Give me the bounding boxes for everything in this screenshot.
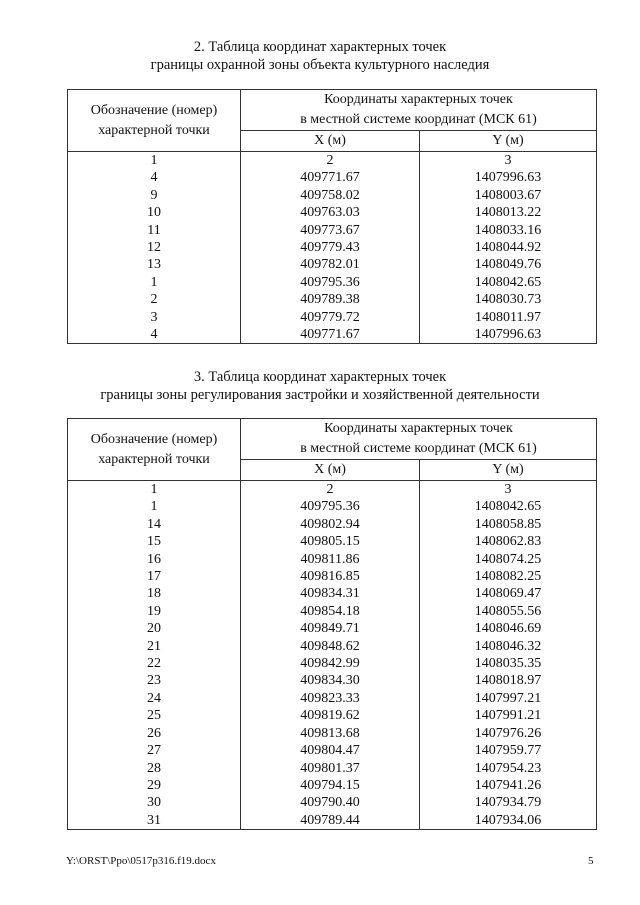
x-coordinate-cell: 409790.40 bbox=[241, 794, 420, 811]
point-number-cell: 13 bbox=[68, 256, 241, 273]
x-coordinate-cell: 409848.62 bbox=[241, 638, 420, 655]
coord-header bbox=[241, 90, 597, 131]
table-row bbox=[68, 187, 597, 204]
table-row bbox=[68, 742, 597, 759]
x-coordinate-cell: 409779.72 bbox=[241, 309, 420, 326]
table-row bbox=[68, 725, 597, 742]
x-coordinate-cell: 409811.86 bbox=[241, 551, 420, 568]
x-coordinate-cell: 409795.36 bbox=[241, 274, 420, 291]
point-number-cell: 28 bbox=[68, 760, 241, 777]
point-number-cell: 16 bbox=[68, 551, 241, 568]
y-coordinate-cell: 1408013.22 bbox=[420, 204, 597, 221]
point-number-cell: 30 bbox=[68, 794, 241, 811]
y-header: Y (м) bbox=[420, 131, 597, 152]
y-coordinate-cell: 1407996.63 bbox=[420, 326, 597, 344]
y-coordinate-cell: 1408074.25 bbox=[420, 551, 597, 568]
x-coordinate-cell: 409779.43 bbox=[241, 239, 420, 256]
col1-header-line1: Обозначение (номер) bbox=[90, 102, 218, 118]
point-number-cell: 27 bbox=[68, 742, 241, 759]
table2-title-line1: 2. Таблица координат характерных точек bbox=[193, 39, 447, 55]
table3 bbox=[67, 418, 597, 830]
y-coordinate-cell: 1407934.79 bbox=[420, 794, 597, 811]
point-number-cell: 18 bbox=[68, 585, 241, 602]
y-coordinate-cell: 1408069.47 bbox=[420, 585, 597, 602]
point-number-cell: 19 bbox=[68, 603, 241, 620]
table-row bbox=[68, 585, 597, 602]
point-number-cell: 21 bbox=[68, 638, 241, 655]
column-index-cell: 2 bbox=[241, 152, 420, 170]
y-coordinate-cell: 1408055.56 bbox=[420, 603, 597, 620]
point-number-cell: 22 bbox=[68, 655, 241, 672]
x-coordinate-cell: 409771.67 bbox=[241, 326, 420, 344]
y-coordinate-cell: 1407954.23 bbox=[420, 760, 597, 777]
point-number-cell: 29 bbox=[68, 777, 241, 794]
table-row bbox=[68, 638, 597, 655]
x-coordinate-cell: 409805.15 bbox=[241, 533, 420, 550]
x-coordinate-cell: 409795.36 bbox=[241, 498, 420, 515]
column-index-row bbox=[68, 152, 597, 170]
table-row bbox=[68, 568, 597, 585]
coord-header-line2: в местной системе координат (МСК 61) bbox=[300, 112, 537, 127]
y-coordinate-cell: 1408030.73 bbox=[420, 291, 597, 308]
x-coordinate-cell: 409834.30 bbox=[241, 672, 420, 689]
table2-body bbox=[68, 152, 597, 344]
y-coordinate-cell: 1407941.26 bbox=[420, 777, 597, 794]
x-coordinate-cell: 409816.85 bbox=[241, 568, 420, 585]
table3-title-line1: 3. Таблица координат характерных точек bbox=[193, 369, 447, 385]
y-coordinate-cell: 1408035.35 bbox=[420, 655, 597, 672]
table-row bbox=[68, 707, 597, 724]
x-coordinate-cell: 409802.94 bbox=[241, 516, 420, 533]
y-coordinate-cell: 1407997.21 bbox=[420, 690, 597, 707]
table3-title bbox=[0, 368, 640, 404]
point-number-cell: 31 bbox=[68, 812, 241, 830]
point-number-cell: 15 bbox=[68, 533, 241, 550]
column-index-row bbox=[68, 481, 597, 499]
point-number-cell: 12 bbox=[68, 239, 241, 256]
table2-title-line2: границы охранной зоны объекта культурного наследия bbox=[150, 57, 490, 73]
table-row bbox=[68, 204, 597, 221]
y-coordinate-cell: 1408046.69 bbox=[420, 620, 597, 637]
x-coordinate-cell: 409849.71 bbox=[241, 620, 420, 637]
table2-title bbox=[0, 38, 640, 74]
x-coordinate-cell: 409842.99 bbox=[241, 655, 420, 672]
col1-header-line2: характерной точки bbox=[98, 122, 210, 138]
y-coordinate-cell: 1408062.83 bbox=[420, 533, 597, 550]
col1-header bbox=[68, 90, 241, 152]
x-coordinate-cell: 409789.44 bbox=[241, 812, 420, 830]
col1-header-line1: Обозначение (номер) bbox=[90, 431, 218, 447]
table-row bbox=[68, 291, 597, 308]
x-coordinate-cell: 409763.03 bbox=[241, 204, 420, 221]
table-row bbox=[68, 794, 597, 811]
col1-header bbox=[68, 419, 241, 481]
point-number-cell: 3 bbox=[68, 309, 241, 326]
coord-header-line1: Координаты характерных точек bbox=[324, 421, 513, 436]
x-coordinate-cell: 409758.02 bbox=[241, 187, 420, 204]
point-number-cell: 24 bbox=[68, 690, 241, 707]
point-number-cell: 4 bbox=[68, 169, 241, 186]
table3-title-line2: границы зоны регулирования застройки и хозяйственной деятельности bbox=[100, 387, 540, 403]
x-coordinate-cell: 409794.15 bbox=[241, 777, 420, 794]
x-header: X (м) bbox=[241, 131, 420, 152]
page-number: 5 bbox=[588, 855, 594, 867]
table2 bbox=[67, 89, 597, 344]
table-row bbox=[68, 498, 597, 515]
point-number-cell: 17 bbox=[68, 568, 241, 585]
column-index-cell: 1 bbox=[68, 481, 241, 499]
footer-file-path: Y:\ORST\Ppo\0517p316.f19.docx bbox=[66, 855, 216, 867]
y-coordinate-cell: 1408011.97 bbox=[420, 309, 597, 326]
table-row bbox=[68, 169, 597, 186]
point-number-cell: 10 bbox=[68, 204, 241, 221]
table-row bbox=[68, 326, 597, 344]
column-index-cell: 3 bbox=[420, 152, 597, 170]
column-index-cell: 1 bbox=[68, 152, 241, 170]
coord-header-line2: в местной системе координат (МСК 61) bbox=[300, 441, 537, 456]
table-row bbox=[68, 309, 597, 326]
col1-header-line2: характерной точки bbox=[98, 451, 210, 467]
x-coordinate-cell: 409771.67 bbox=[241, 169, 420, 186]
table-row bbox=[68, 222, 597, 239]
table-row bbox=[68, 551, 597, 568]
x-coordinate-cell: 409823.33 bbox=[241, 690, 420, 707]
y-coordinate-cell: 1408042.65 bbox=[420, 498, 597, 515]
y-coordinate-cell: 1408046.32 bbox=[420, 638, 597, 655]
x-coordinate-cell: 409804.47 bbox=[241, 742, 420, 759]
point-number-cell: 14 bbox=[68, 516, 241, 533]
table-row bbox=[68, 239, 597, 256]
column-index-cell: 3 bbox=[420, 481, 597, 499]
x-header: X (м) bbox=[241, 460, 420, 481]
x-coordinate-cell: 409789.38 bbox=[241, 291, 420, 308]
y-coordinate-cell: 1408018.97 bbox=[420, 672, 597, 689]
point-number-cell: 9 bbox=[68, 187, 241, 204]
table-row bbox=[68, 603, 597, 620]
table-row bbox=[68, 516, 597, 533]
table-row bbox=[68, 777, 597, 794]
point-number-cell: 1 bbox=[68, 274, 241, 291]
table-row bbox=[68, 274, 597, 291]
x-coordinate-cell: 409782.01 bbox=[241, 256, 420, 273]
y-header: Y (м) bbox=[420, 460, 597, 481]
point-number-cell: 11 bbox=[68, 222, 241, 239]
point-number-cell: 1 bbox=[68, 498, 241, 515]
x-coordinate-cell: 409813.68 bbox=[241, 725, 420, 742]
y-coordinate-cell: 1408033.16 bbox=[420, 222, 597, 239]
point-number-cell: 2 bbox=[68, 291, 241, 308]
y-coordinate-cell: 1407991.21 bbox=[420, 707, 597, 724]
column-index-cell: 2 bbox=[241, 481, 420, 499]
y-coordinate-cell: 1407959.77 bbox=[420, 742, 597, 759]
y-coordinate-cell: 1407976.26 bbox=[420, 725, 597, 742]
y-coordinate-cell: 1408042.65 bbox=[420, 274, 597, 291]
x-coordinate-cell: 409819.62 bbox=[241, 707, 420, 724]
point-number-cell: 23 bbox=[68, 672, 241, 689]
y-coordinate-cell: 1408003.67 bbox=[420, 187, 597, 204]
x-coordinate-cell: 409854.18 bbox=[241, 603, 420, 620]
x-coordinate-cell: 409801.37 bbox=[241, 760, 420, 777]
table-row bbox=[68, 620, 597, 637]
y-coordinate-cell: 1407934.06 bbox=[420, 812, 597, 830]
x-coordinate-cell: 409834.31 bbox=[241, 585, 420, 602]
table-row bbox=[68, 690, 597, 707]
y-coordinate-cell: 1408082.25 bbox=[420, 568, 597, 585]
table-row bbox=[68, 760, 597, 777]
coord-header bbox=[241, 419, 597, 460]
coord-header-line1: Координаты характерных точек bbox=[324, 92, 513, 107]
point-number-cell: 25 bbox=[68, 707, 241, 724]
point-number-cell: 20 bbox=[68, 620, 241, 637]
point-number-cell: 26 bbox=[68, 725, 241, 742]
table-row bbox=[68, 655, 597, 672]
table-row bbox=[68, 812, 597, 830]
y-coordinate-cell: 1408058.85 bbox=[420, 516, 597, 533]
table-row bbox=[68, 533, 597, 550]
table3-body bbox=[68, 481, 597, 830]
point-number-cell: 4 bbox=[68, 326, 241, 344]
x-coordinate-cell: 409773.67 bbox=[241, 222, 420, 239]
y-coordinate-cell: 1407996.63 bbox=[420, 169, 597, 186]
y-coordinate-cell: 1408044.92 bbox=[420, 239, 597, 256]
y-coordinate-cell: 1408049.76 bbox=[420, 256, 597, 273]
table-row bbox=[68, 256, 597, 273]
table-row bbox=[68, 672, 597, 689]
